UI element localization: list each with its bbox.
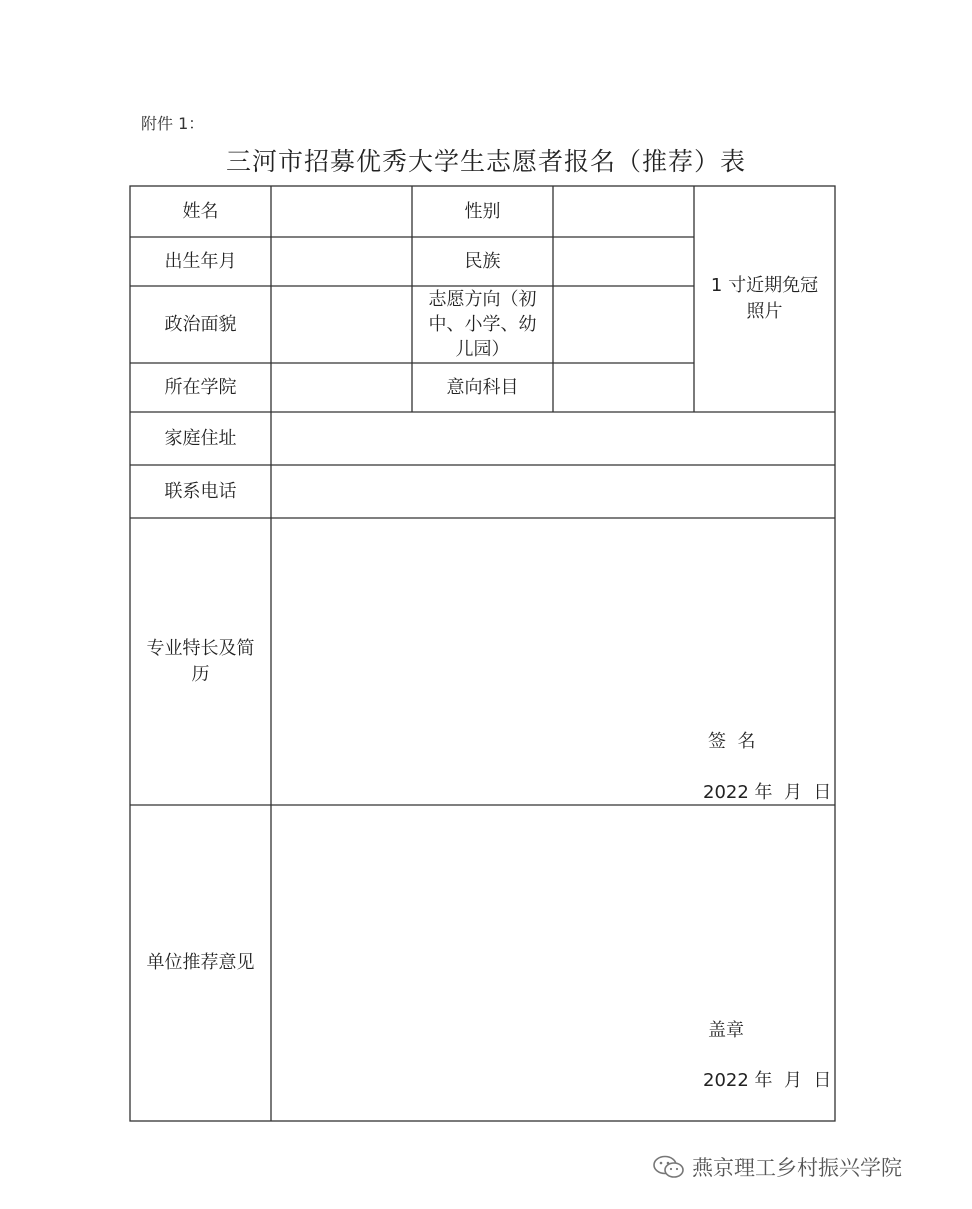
wechat-icon [652,1154,686,1180]
address-field[interactable] [271,412,835,465]
seal-label: 盖章 [708,1020,744,1041]
ethnicity-field[interactable] [553,237,694,286]
name-label: 姓名 [182,200,219,222]
college-label: 所在学院 [164,376,237,398]
recommend-date: 2022 年 月 日 [703,1070,832,1091]
direction-field[interactable] [553,286,694,363]
resume-label: 专业特长及简历 [146,637,255,685]
recommend-label: 单位推荐意见 [146,952,255,973]
birth-field[interactable] [271,237,412,286]
gender-label: 性别 [464,200,501,222]
name-field[interactable] [271,186,412,237]
political-label: 政治面貌 [164,313,237,335]
phone-field[interactable] [271,465,835,518]
political-field[interactable] [271,286,412,363]
gender-field[interactable] [553,186,694,237]
footer-watermark [652,1152,902,1182]
direction-label: 志愿方向（初中、小学、幼儿园） [428,289,537,360]
subject-field[interactable] [553,363,694,412]
photo-placeholder[interactable]: 1 寸近期免冠照片 [710,275,819,322]
address-label: 家庭住址 [164,427,237,449]
footer-account-name: 燕京理工乡村振兴学院 [692,1156,902,1180]
resume-date: 2022 年 月 日 [703,782,832,803]
attachment-label: 附件 1： [141,114,205,133]
phone-label: 联系电话 [164,480,237,502]
resume-field[interactable] [271,518,835,805]
subject-label: 意向科目 [446,376,519,398]
ethnicity-label: 民族 [464,250,501,272]
birth-label: 出生年月 [164,250,237,272]
form-title: 三河市招募优秀大学生志愿者报名（推荐）表 [225,147,746,176]
college-field[interactable] [271,363,412,412]
signature-label: 签 名 [708,731,756,752]
